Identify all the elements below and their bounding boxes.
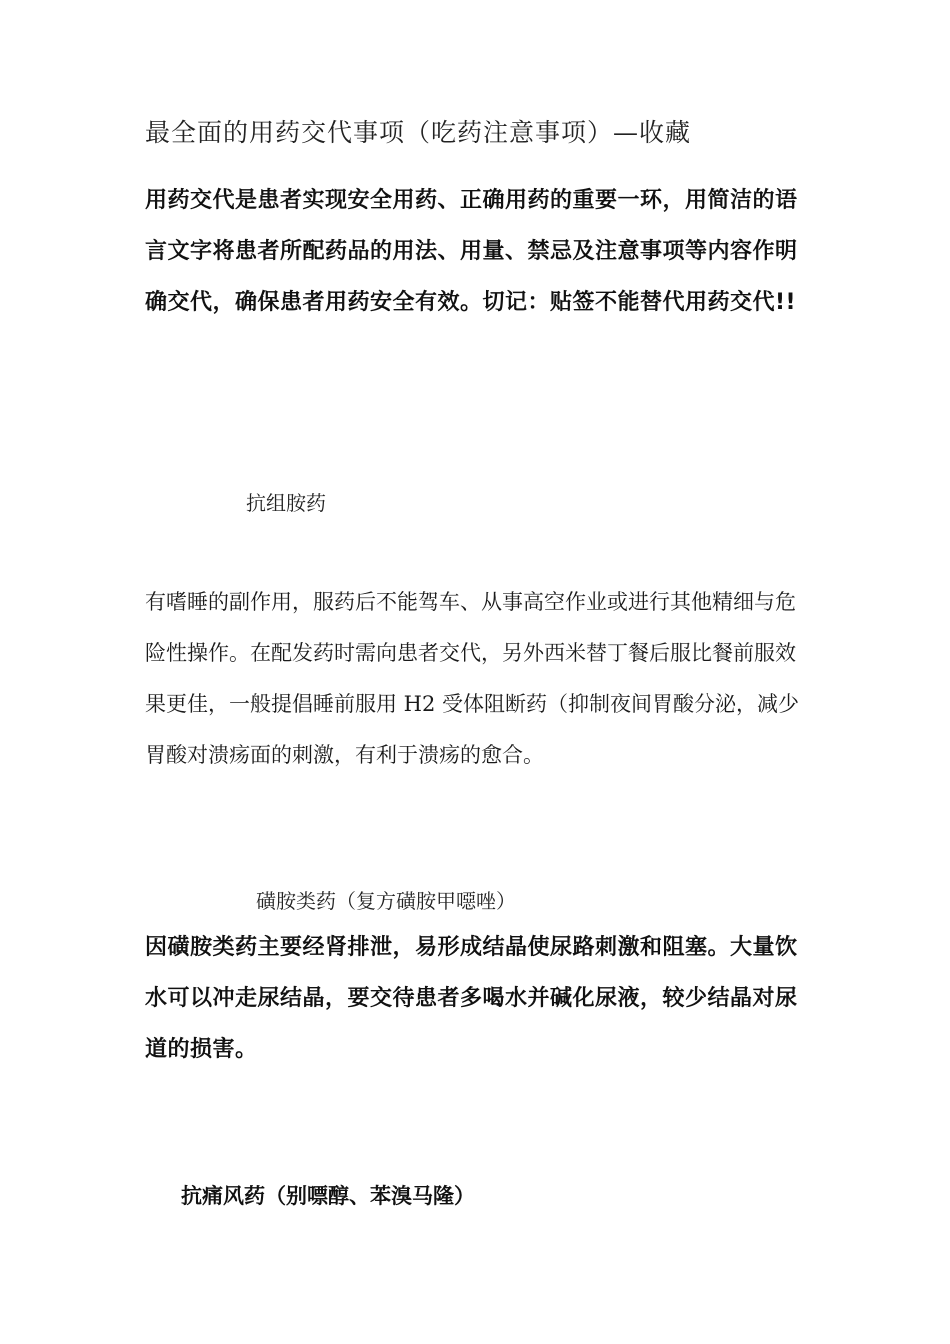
section-heading-sulfonamide: 磺胺类药（复方磺胺甲噁唑） [256,889,516,913]
document-title: 最全面的用药交代事项（吃药注意事项）—收藏 [145,118,692,147]
section-heading-antihistamine: 抗组胺药 [246,491,326,515]
intro-paragraph: 用药交代是患者实现安全用药、正确用药的重要一环，用简洁的语言文字将患者所配药品的用法、用量、禁忌及注意事项等内容作明确交代，确保患者用药安全有效。切记：贴签不能替代用药交代!! [145,188,798,315]
section-body-sulfonamide: 因磺胺类药主要经肾排泄，易形成结晶使尿路刺激和阻塞。大量饮水可以冲走尿结晶，要交待患者多喝水并碱化尿液，较少结晶对尿道的损害。 [145,935,798,1062]
section-body-antihistamine: 有嗜睡的副作用，服药后不能驾车、从事高空作业或进行其他精细与危险性操作。在配发药时需向患者交代，另外西米替丁餐后服比餐前服效果更佳，一般提倡睡前服用 H2 受体阻断药（抑制夜间胃酸分泌，减少胃酸对溃疡面的刺激，有利于溃疡的愈合。 [145,590,800,767]
section-heading-antigout: 抗痛风药（别嘌醇、苯溴马隆） [181,1184,475,1208]
